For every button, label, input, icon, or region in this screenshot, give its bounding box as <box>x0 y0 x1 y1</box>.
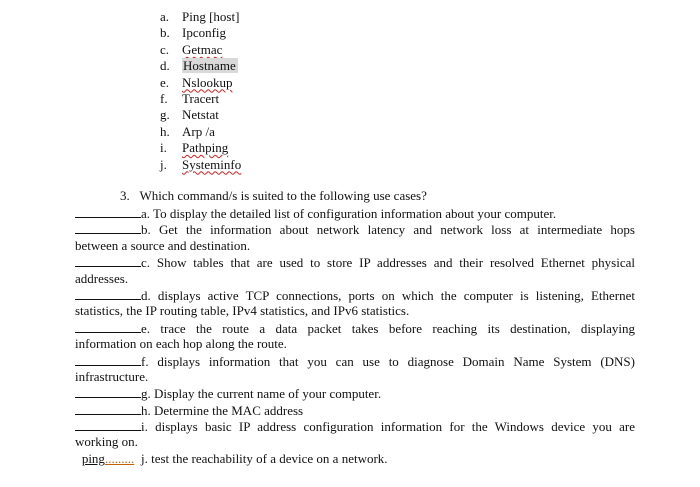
use-case-continuation: working on. <box>75 434 138 450</box>
command-name[interactable]: Hostname <box>183 58 236 74</box>
answer-blank[interactable] <box>75 254 141 267</box>
use-case-line: b. Get the information about network latency and network loss at intermediate hops <box>75 221 635 237</box>
use-case-continuation: information on each hop along the route. <box>75 336 287 352</box>
use-case-continuation: addresses. <box>75 270 129 286</box>
answer-blank[interactable] <box>75 221 141 234</box>
use-case-line: e. trace the route a data packet takes before reaching its destination, displaying <box>75 320 635 336</box>
question-number: 3. <box>120 188 130 203</box>
filled-answer[interactable] <box>75 451 141 467</box>
command-name: Ipconfig <box>182 25 227 41</box>
answer-blank[interactable] <box>75 320 141 333</box>
use-case-line: ping......... j. test the reachability of a device on a network. <box>75 451 635 467</box>
use-case-line: a. To display the detailed list of configuration information about your computer. <box>75 205 635 221</box>
command-name: Pathping <box>182 140 229 156</box>
use-case-continuation: statistics, the IP routing table, IPv4 statistics, and IPv6 statistics. <box>75 303 410 319</box>
answer-text: ping <box>81 450 105 466</box>
use-case-line: i. displays basic IP address configuration information for the Windows device you are <box>75 418 635 434</box>
answer-blank[interactable] <box>75 353 141 366</box>
command-item: e. Nslookup <box>160 74 233 90</box>
command-name: Arp /a <box>182 123 215 139</box>
answer-blank[interactable] <box>75 205 141 218</box>
question-heading <box>120 188 427 204</box>
command-name: Tracert <box>182 90 220 106</box>
command-name: Systeminfo <box>182 156 242 172</box>
use-case-continuation: infrastructure. <box>75 368 149 384</box>
use-case-line: g. Display the current name of your computer. <box>75 385 635 401</box>
answer-dots: ......... <box>104 450 135 466</box>
use-case-continuation: between a source and destination. <box>75 237 251 253</box>
command-item: i. Pathping <box>160 140 229 156</box>
command-item: h. Arp /a <box>160 123 215 139</box>
answer-blank[interactable] <box>75 402 141 415</box>
answer-blank[interactable] <box>75 287 141 300</box>
use-case-line: d. displays active TCP connections, ports on which the computer is listening, Ethernet <box>75 287 635 303</box>
command-list <box>160 9 241 173</box>
command-item: j. Systeminfo <box>160 156 242 172</box>
command-item: a. Ping [host] <box>160 9 240 24</box>
command-name: Netstat <box>182 107 219 123</box>
command-item: f. Tracert <box>160 90 220 106</box>
answer-blank[interactable] <box>75 418 141 431</box>
command-name: Ping [host] <box>182 9 240 24</box>
use-case-line: f. displays information that you can use to diagnose Domain Name System (DNS) <box>75 353 635 369</box>
use-case-line: h. Determine the MAC address <box>75 402 635 418</box>
use-case-line: c. Show tables that are used to store IP addresses and their resolved Ethernet physical <box>75 254 635 270</box>
command-item: c. Getmac <box>160 41 223 57</box>
answer-blank[interactable] <box>75 385 141 398</box>
command-item: b. Ipconfig <box>160 25 227 41</box>
question-text: Which command/s is suited to the following use cases? <box>139 188 427 203</box>
command-name: Getmac <box>182 41 223 57</box>
command-name: Nslookup <box>182 74 233 90</box>
use-case-list <box>75 205 635 467</box>
command-item-highlighted: d. Hostname <box>160 58 236 74</box>
command-item: g. Netstat <box>160 107 219 123</box>
